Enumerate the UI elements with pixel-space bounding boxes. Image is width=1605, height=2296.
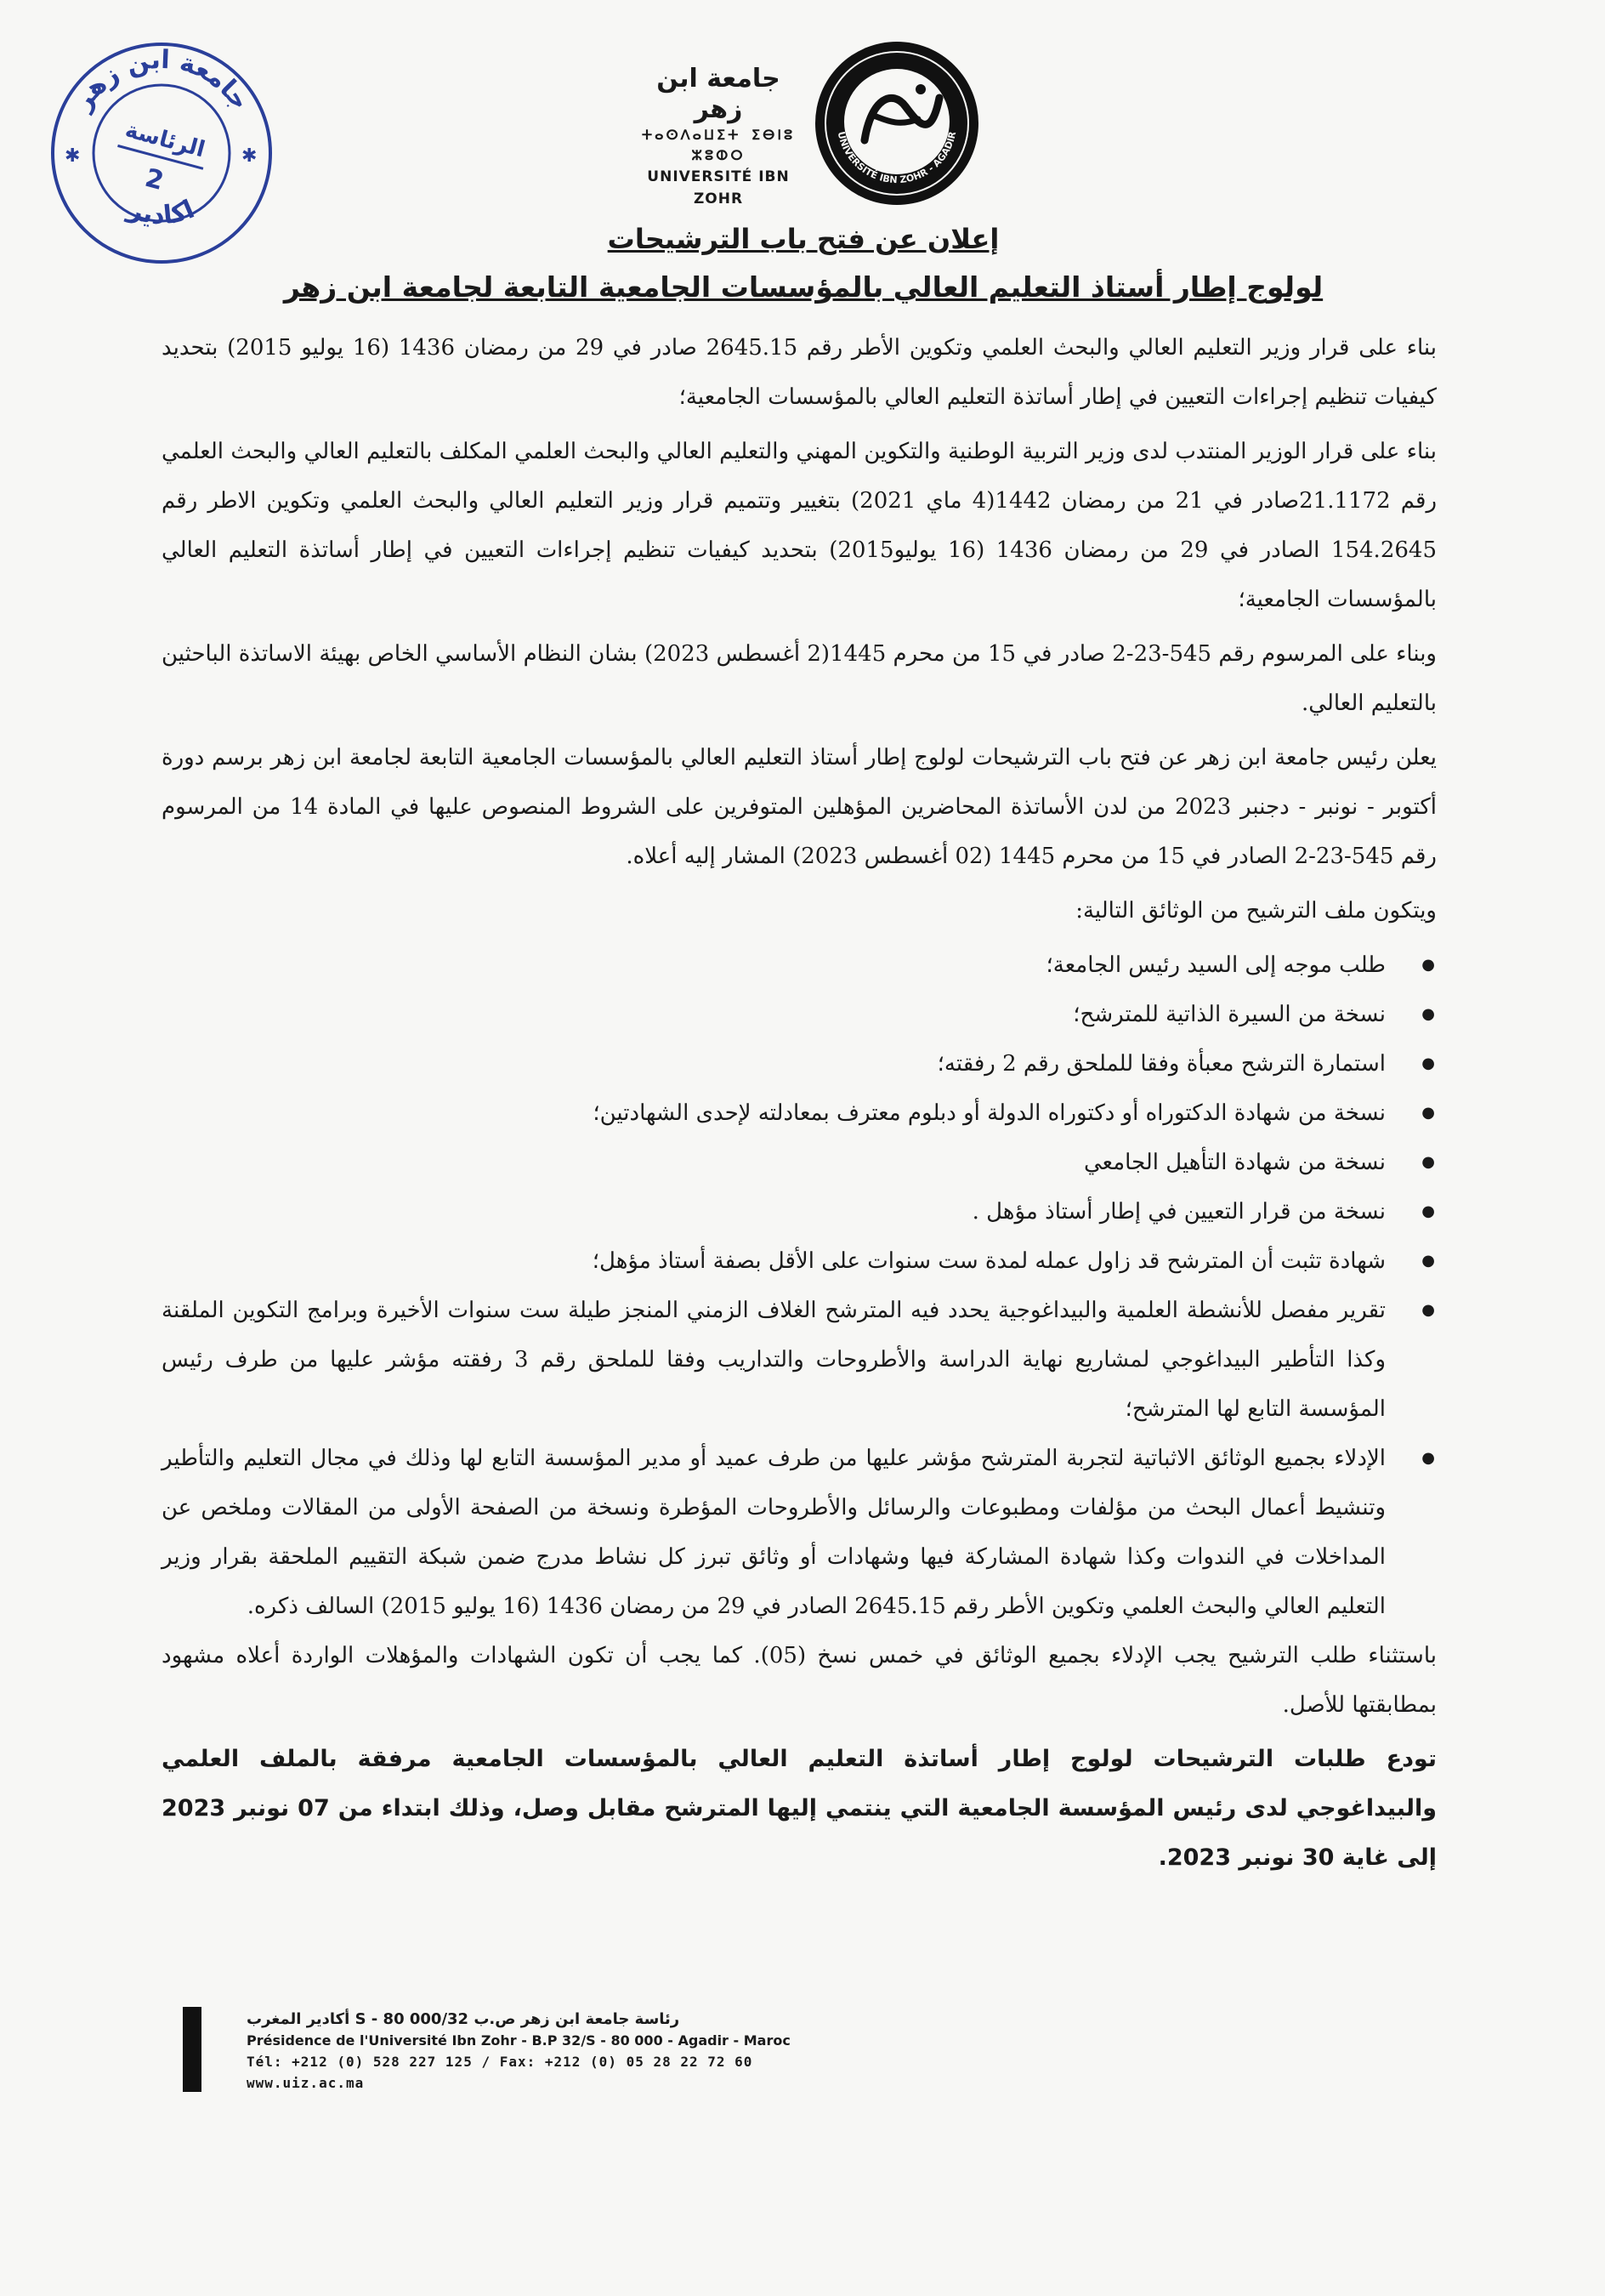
university-name-arabic: جامعة ابن زهر (656, 64, 780, 124)
seal-caption: UNIVERSITÉ IBN ZOHR - AGADIR (835, 130, 959, 186)
paragraph-submission-dates: تودع طلبات الترشيحات لولوج إطار أساتذة التعليم العالي بالمؤسسات الجامعية مرفقة بالملف العلمي والبيداغوجي لدى رئيس المؤسسة الجامعية التي ينتمي إليها المترشح مقابل وصل، وذلك ابتداء من 07 نونبر 2023 إلى غاية 30 نونبر 2023. (162, 1746, 1437, 1871)
paragraph-legal-basis-3: وبناء على المرسوم رقم 545-23-2 صادر في 15 من محرم 1445(2 أغسطس 2023) بشان النظام الأساسي الخاص بهيئة الاساتذة الباحثين بالتعليم العالي. (162, 641, 1437, 716)
required-documents-list (162, 941, 1437, 1631)
announcement-subtitle: لولوج إطار أستاذ التعليم العالي بالمؤسسات الجامعية التابعة لجامعة ابن زهر (283, 270, 1324, 304)
university-name-block (629, 64, 808, 210)
svg-text:✱: ✱ (241, 145, 258, 167)
list-item: ● تقرير مفصل للأنشطة العلمية والبيداغوجية يحدد فيه المترشح الغلاف الزمني المنجز طيلة ست سنوات الأخيرة وبرامج التكوين الملقنة وكذا التأطير البيداغوجي لمشاريع نهاية الدراسة والأطروحات والتداريب وفقا للملحق رقم 3 رفقته مؤشر عليها من طرف رئيس المؤسسة التابع لها المترشح؛ (162, 1286, 1386, 1434)
list-item: ● نسخة من السيرة الذاتية للمترشح؛ (162, 990, 1386, 1039)
announcement-title: إعلان عن فتح باب الترشيحات (607, 223, 1000, 255)
paragraph-file-intro: ويتكون ملف الترشيح من الوثائق التالية: (1075, 898, 1437, 924)
footer-website: www.uiz.ac.ma (247, 2075, 365, 2091)
paragraph-copies-note: باستثناء طلب الترشيح يجب الإدلاء بجميع الوثائق في خمس نسخ (05). كما يجب أن تكون الشهادات والمؤهلات الواردة أعلاه مشهود بمطابقتها للأصل. (162, 1643, 1438, 1718)
university-header (629, 38, 1003, 208)
list-item: ● نسخة من شهادة التأهيل الجامعي (162, 1138, 1386, 1187)
footer-phone-fax: Tél: +212 (0) 528 227 125 / Fax: +212 (0) 05 28 22 72 60 (247, 2054, 753, 2070)
university-seal-icon (812, 38, 982, 208)
announcement-body (162, 323, 1437, 1888)
list-item: ● نسخة من قرار التعيين في إطار أستاذ مؤهل . (162, 1187, 1386, 1236)
footer-address-arabic: رئاسة جامعة ابن زهر ص.ب 32/S - 80 000 أكادير المغرب (247, 2010, 680, 2028)
list-item: ● شهادة تثبت أن المترشح قد زاول عمله لمدة ست سنوات على الأقل بصفة أستاذ مؤهل؛ (162, 1236, 1386, 1286)
presidency-stamp (43, 34, 281, 272)
svg-text:اكادير (122, 194, 198, 230)
list-item: ● الإدلاء بجميع الوثائق الاثباتية لتجربة المترشح مؤشر عليها من طرف عميد أو مدير المؤسسة التابع لها وذلك في مجال التعليم والتأطير وتنشيط أعمال البحث من مؤلفات ومطبوعات والرسائل والأطروحات المؤطرة ونسخة من الصفحة الأولى من المقالات وملخص عن المداخلات في الندوات وكذا شهادة المشاركة فيها وشهادات أو وثائق تبرز كل نشاط مدرج ضمن شبكة التقييم الملحقة بقرار وزير التعليم العالي والبحث العلمي وتكوين الأطر رقم 2645.15 الصادر في 29 من رمضان 1436 (16 يوليو 2015) السالف ذكره. (162, 1434, 1386, 1631)
list-item: ● استمارة الترشح معبأة وفقا للملحق رقم 2 رفقته؛ (162, 1039, 1386, 1088)
list-item: ● نسخة من شهادة الدكتوراه أو دكتوراه الدولة أو دبلوم معترف بمعادلته لإحدى الشهادتين؛ (162, 1088, 1386, 1138)
svg-text:جامعة ابن زهر (67, 45, 255, 117)
paragraph-legal-basis-1: بناء على قرار وزير التعليم العالي والبحث العلمي وتكوين الأطر رقم 2645.15 صادر في 29 من رمضان 1436 (16 يوليو 2015) بتحديد كيفيات تنظيم إجراءات التعيين في إطار أساتذة التعليم العالي بالمؤسسات الجامعية؛ (162, 335, 1437, 410)
footer-bar (183, 2007, 201, 2092)
stamp-top-text: جامعة ابن زهر (67, 44, 256, 116)
footer-contact (247, 2009, 842, 2094)
university-name-tifinagh: ⵜⴰⵙⴷⴰⵡⵉⵜ ⵉⴱⵏⵓ ⵣⵓⵀⵔ (641, 127, 796, 163)
list-item: ● طلب موجه إلى السيد رئيس الجامعة؛ (162, 941, 1386, 990)
footer-address-french: Présidence de l'Université Ibn Zohr - B.P 32/S - 80 000 - Agadir - Maroc (247, 2032, 791, 2049)
stamp-bottom-text: اكادير (124, 194, 199, 231)
svg-text:✱: ✱ (65, 145, 81, 167)
stamp-middle-text: الرئاسة (122, 117, 208, 163)
paragraph-legal-basis-2: بناء على قرار الوزير المنتدب لدى وزير التربية الوطنية والتكوين المهني والتعليم العالي والبحث العلمي المكلف بالتعليم العالي والبحث العلمي رقم 21.1172صادر في 21 من رمضان 1442(4 ماي 2021) بتغيير وتتميم قرار وزير التعليم العالي والبحث العلمي وتكوين الاطر رقم 154.2645 الصادر في 29 من رمضان 1436 (16 يوليو2015) بتحديد كيفيات تنظيم إجراءات التعيين في إطار أساتذة التعليم العالي بالمؤسسات الجامعية؛ (162, 439, 1438, 612)
stamp-number: 2 (141, 162, 167, 196)
university-name-french: UNIVERSITÉ IBN ZOHR (647, 168, 790, 207)
paragraph-announcement: يعلن رئيس جامعة ابن زهر عن فتح باب الترشيحات لولوج إطار أستاذ التعليم العالي بالمؤسسات الجامعية التابعة لجامعة ابن زهر برسم دورة أكتوبر - نونبر - دجنبر 2023 من لدن الأساتذة المحاضرين المؤهلين المتوفرين على الشروط المنصوص عليها في المادة 14 من المرسوم رقم 545-23-2 الصادر في 15 من محرم 1445 (02 أغسطس 2023) المشار إليه أعلاه. (162, 745, 1438, 869)
